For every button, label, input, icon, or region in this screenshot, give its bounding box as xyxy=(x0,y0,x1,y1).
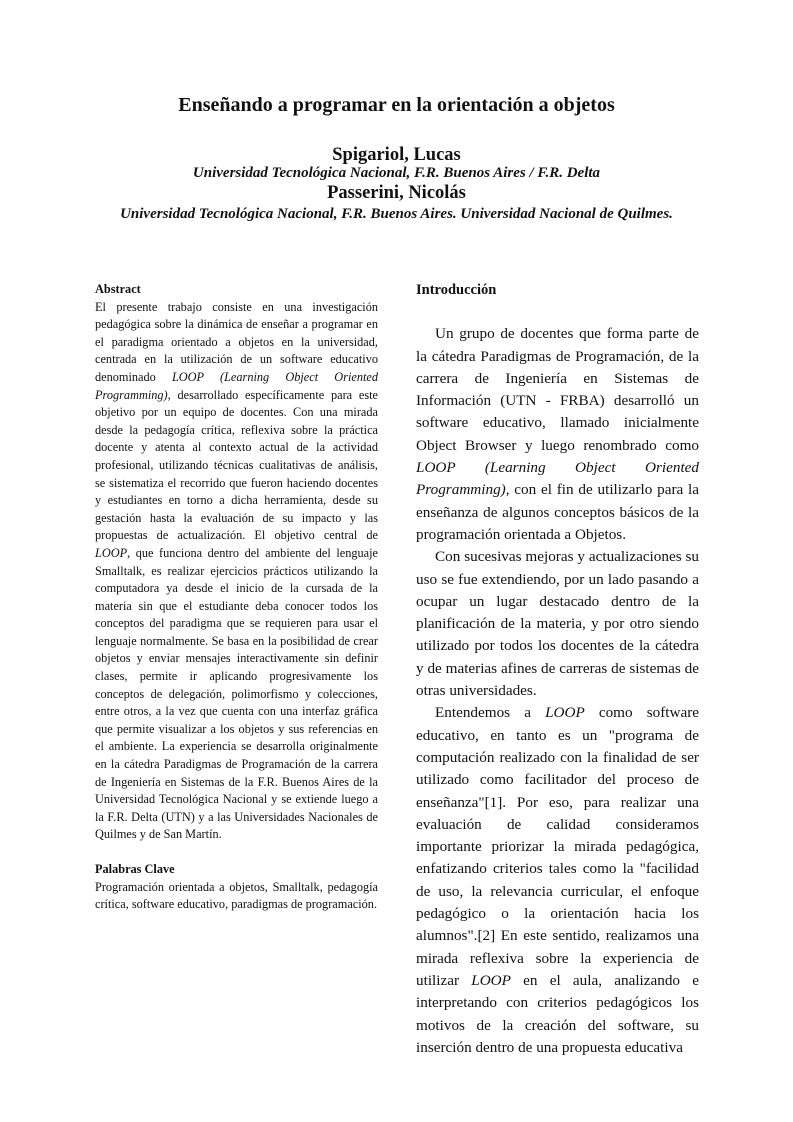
left-column xyxy=(95,281,378,914)
author-affiliation-1: Universidad Tecnológica Nacional, F.R. Buenos Aires / F.R. Delta xyxy=(192,165,601,181)
author-name-2: Passerini, Nicolás xyxy=(327,183,466,203)
introduction-paragraph-3: Entendemos a LOOP como software educativo, en tanto es un "programa de computación realizado con la finalidad de ser utilizado como facilitador del proceso de enseñanza"[1]. Por eso, para realizar una evaluación de calidad consideramos importante priorizar la mirada pedagógica, enfatizando criterios tales como la "facilidad de uso, la relevancia curricular, el enfoque pedagógico o la orientación hacia los alumnos".[2] En este sentido, realizamos una mirada reflexiva sobre la experiencia de utilizar LOOP en el aula, analizando e interpretando con criterios pedagógicos los motivos de la creación del software, su inserción dentro de una propuesta educativa xyxy=(416,704,699,1056)
introduction-paragraph-1: Un grupo de docentes que forma parte de la cátedra Paradigmas de Programación, de la carrera de Ingeniería en Sistemas de Información (UTN - FRBA) desarrolló un software educativo, llamado inicialmente Object Browser y luego renombrado como LOOP (Learning Object Oriented Programming), con el fin de utilizarlo para la enseñanza de algunos conceptos básicos de la programación orientada a Objetos. xyxy=(416,325,699,543)
abstract-heading: Abstract xyxy=(95,282,141,296)
keywords-text: Programación orientada a objetos, Smalltalk, pedagogía crítica, software educativo, paradigmas de programación. xyxy=(95,879,378,912)
introduction-paragraph-2: Con sucesivas mejoras y actualizaciones su uso se fue extendiendo, por un lado pasando a ocupar un lugar destacado dentro de la planificación de la materia, y por otro siendo utilizado por todos los docentes de la cátedra y de materias afines de carreras de sistemas de otras universidades. xyxy=(416,548,699,700)
author-affiliation-2: Universidad Tecnológica Nacional, F.R. Buenos Aires. Universidad Nacional de Quilmes. xyxy=(120,206,673,222)
abstract-text: El presente trabajo consiste en una investigación pedagógica sobre la dinámica de enseñar a programar en el paradigma orientado a objetos en la universidad, centrada en la utilización de un software educativo denominado LOOP (Learning Object Oriented Programming), desarrollado específicamente para este objetivo por un equipo de docentes. Con una mirada desde la pedagogía crítica, reflexiva sobre la práctica docente y atenta al contexto actual de la actividad profesional, utilizando técnicas cualitativas de análisis, se sistematiza el recorrido que fueron haciendo docentes y estudiantes en torno a dicha herramienta, desde su gestación hasta la evaluación de su impacto y las propuestas de actualización. El objetivo central de LOOP, que funciona dentro del ambiente del lenguaje Smalltalk, es realizar ejercicios prácticos utilizando la computadora ya desde el inicio de la cursada de la materia sin que el estudiante deba conocer todos los conceptos del paradigma que se requieren para usar el lenguaje normalmente. Se basa en la posibilidad de crear objetos y enviar mensajes interactivamente sin definir clases, permite ir aplicando progresivamente los conceptos de delegación, polimorfismo y colecciones, entre otros, a la vez que cuenta con una interfaz gráfica que permite visualizar a los objetos y sus referencias en el ambiente. La experiencia se desarrolla originalmente en la cátedra Paradigmas de Programación de la carrera de Ingeniería en Sistemas de la F.R. Buenos Aires de la Universidad Tecnológica Nacional y se extiende luego a la F.R. Delta (UTN) y a las Universidades Nacionales de Quilmes y de San Martín. xyxy=(95,299,378,842)
author-name-1: Spigariol, Lucas xyxy=(332,145,461,165)
right-column xyxy=(416,279,699,1059)
keywords-heading: Palabras Clave xyxy=(95,862,175,876)
paper-title: Enseñando a programar en la orientación a objetos xyxy=(178,94,615,116)
introduction-heading: Introducción xyxy=(416,282,497,298)
